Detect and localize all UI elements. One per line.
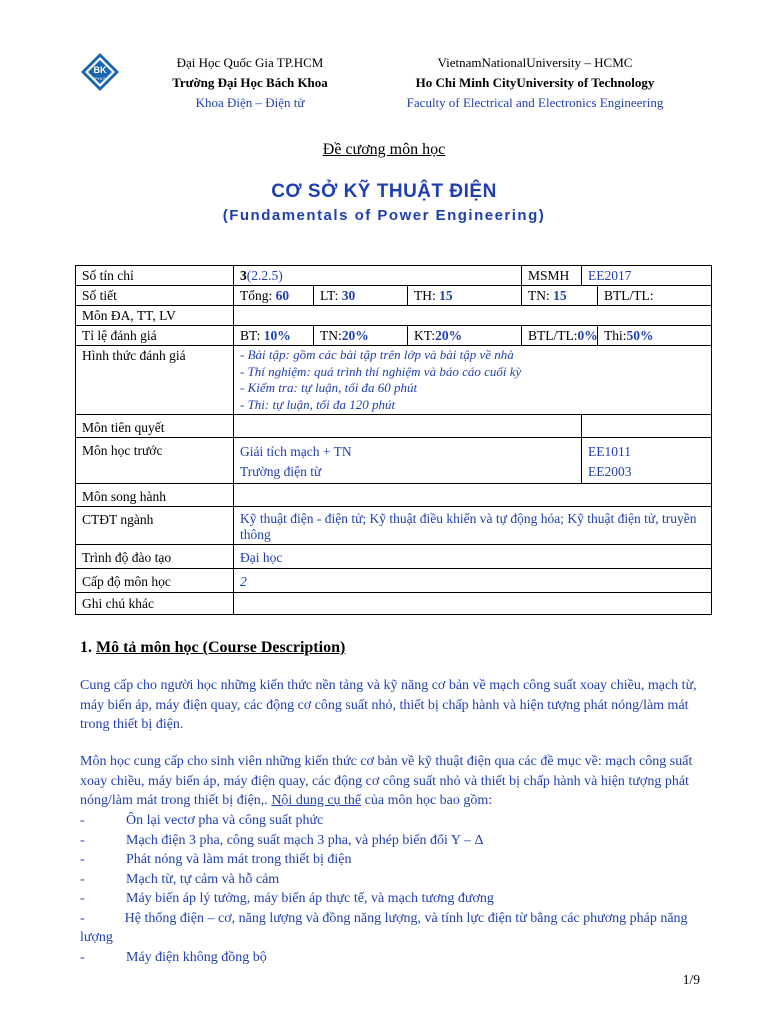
table-row: [76, 415, 712, 438]
list-item: - Máy điện không đồng bộ: [80, 949, 267, 965]
msmh-value: EE2017: [582, 266, 712, 286]
list-item: - Phát nóng và làm mát trong thiết bị điện: [80, 852, 352, 867]
table-row: [76, 286, 712, 306]
header-vietnamese: [140, 53, 360, 113]
table-row: [76, 545, 712, 569]
section-number: 1.: [80, 639, 96, 656]
section-title: Mô tả môn học (Course Description): [96, 639, 346, 656]
ratio-tn: TN:20%: [314, 326, 408, 346]
section-heading: [80, 639, 345, 657]
list-item: - Ôn lại vectơ pha và công suất phức: [80, 813, 324, 828]
prior-courses: Giải tích mạch + TN Trường điện từ: [234, 438, 582, 484]
table-row: [76, 569, 712, 593]
logo-text: BK: [93, 65, 107, 75]
notes-label: Ghi chú khác: [76, 593, 234, 615]
university-logo: [80, 52, 120, 92]
table-row: [76, 266, 712, 286]
credits-detail: (2.2.5): [246, 268, 283, 283]
prior-label: Môn học trước: [76, 438, 234, 484]
list-item: - Máy biến áp lý tưởng, máy biến áp thực tế, và mạch tương đương: [80, 891, 494, 906]
course-title: CƠ SỞ KỸ THUẬT ĐIỆN: [271, 181, 497, 202]
vn-faculty: Khoa Điện – Điện tử: [195, 95, 305, 110]
document-subtitle: Đề cương môn học: [322, 141, 446, 158]
ratio-btl: BTL/TL:0%: [522, 326, 598, 346]
list-item: - Mạch từ, tự cảm và hỗ cảm: [80, 871, 280, 887]
course-level-label: Cấp độ môn học: [76, 569, 234, 593]
eval-form-value: [234, 346, 712, 415]
table-row: [76, 507, 712, 545]
table-row: [76, 438, 712, 484]
list-item: - Kiểm tra: tự luận, tối đa 60 phút: [240, 380, 418, 395]
eval-list: [240, 347, 705, 413]
project-label: Môn ĐA, TT, LV: [76, 306, 234, 326]
prereq-label: Môn tiên quyết: [76, 415, 234, 438]
content-link-text: Nội dung cụ thể: [271, 793, 362, 808]
en-faculty: Faculty of Electrical and Electronics Engineering: [406, 95, 664, 110]
credits-value: 3: [240, 268, 247, 283]
table-row: [76, 593, 712, 615]
project-value: [234, 306, 712, 326]
hours-tn: TN: 15: [522, 286, 598, 306]
parallel-label: Môn song hành: [76, 484, 234, 507]
ratio-label: Tỉ lệ đánh giá: [76, 326, 234, 346]
list-item: - Mạch điện 3 pha, công suất mạch 3 pha, và phép biến đổi Y – Δ: [80, 832, 484, 848]
description-paragraph-2: Môn học cung cấp cho sinh viên những kiến thức cơ bản về kỹ thuật điện qua các đề mục về: mạch công suất xoay chiều, máy biến áp, máy điện quay, các động cơ công suất nhỏ và thiết bị chấp hành và hiện tượng phát nóng/làm mát trong thiết bị điện,. Nội dung cụ thể của môn học bao gồm:: [80, 754, 693, 808]
ratio-kt: KT:20%: [408, 326, 522, 346]
credits-cell: [234, 266, 522, 286]
ratio-thi: Thi:50%: [598, 326, 712, 346]
list-item: - Thí nghiệm: quá trình thí nghiệm và báo cáo cuối kỳ: [240, 363, 522, 379]
prereq-value: [234, 415, 582, 438]
credits-label: Số tín chỉ: [76, 266, 234, 286]
program-label: CTĐT ngành: [76, 507, 234, 545]
ratio-bt: BT: 10%: [234, 326, 314, 346]
header-english: [380, 53, 690, 113]
vn-university: Đại Học Quốc Gia TP.HCM: [176, 55, 324, 70]
list-item: - Thi: tự luận, tối đa 120 phút: [240, 396, 396, 412]
parallel-value: [234, 484, 712, 507]
hours-total: Tổng: 60: [234, 286, 314, 306]
eval-form-label: Hình thức đánh giá: [76, 346, 234, 415]
course-level-value: 2: [234, 569, 712, 593]
prior-codes: EE1011 EE2003: [582, 438, 712, 484]
table-row: [76, 326, 712, 346]
msmh-label: MSMH: [522, 266, 582, 286]
hours-lt: LT: 30: [314, 286, 408, 306]
level-label: Trình độ đào tạo: [76, 545, 234, 569]
hours-label: Số tiết: [76, 286, 234, 306]
page-number: 1/9: [682, 972, 700, 987]
description-paragraph-1: Cung cấp cho người học những kiến thức nền tảng và kỹ năng cơ bản về mạch công suất xoay chiều, mạch từ, máy biến áp, máy điện quay, các động cơ công suất nhỏ, thiết bị chấp hành và hiện tượng phát nóng/làm mát trong thiết bị điện.: [80, 678, 697, 732]
en-university: VietnamNationalUniversity – HCMC: [437, 55, 633, 70]
prereq-code: [582, 415, 712, 438]
vn-school: Trường Đại Học Bách Khoa: [172, 75, 328, 90]
table-row: [76, 484, 712, 507]
list-item: - Bài tập: gồm các bài tập trên lớp và bài tập về nhà: [240, 347, 514, 362]
content-list: [80, 811, 710, 967]
table-row: [76, 346, 712, 415]
level-value: Đại học: [234, 545, 712, 569]
hours-btl: BTL/TL:: [598, 286, 712, 306]
program-value: Kỹ thuật điện - điện tử; Kỹ thuật điều khiển và tự động hóa; Kỹ thuật điện tử, truyền thông: [234, 507, 712, 545]
notes-value: [234, 593, 712, 615]
en-school: Ho Chi Minh CityUniversity of Technology: [415, 75, 655, 90]
course-info-table: [75, 265, 712, 615]
logo-subtext: TP.HCM: [92, 76, 108, 81]
hours-th: TH: 15: [408, 286, 522, 306]
table-row: [76, 306, 712, 326]
list-item: - Hệ thống điện – cơ, năng lượng và đồng năng lượng, và tính lực điện từ bằng các phương pháp năng lượng: [80, 910, 688, 945]
course-title-english: (Fundamentals of Power Engineering): [222, 207, 546, 224]
